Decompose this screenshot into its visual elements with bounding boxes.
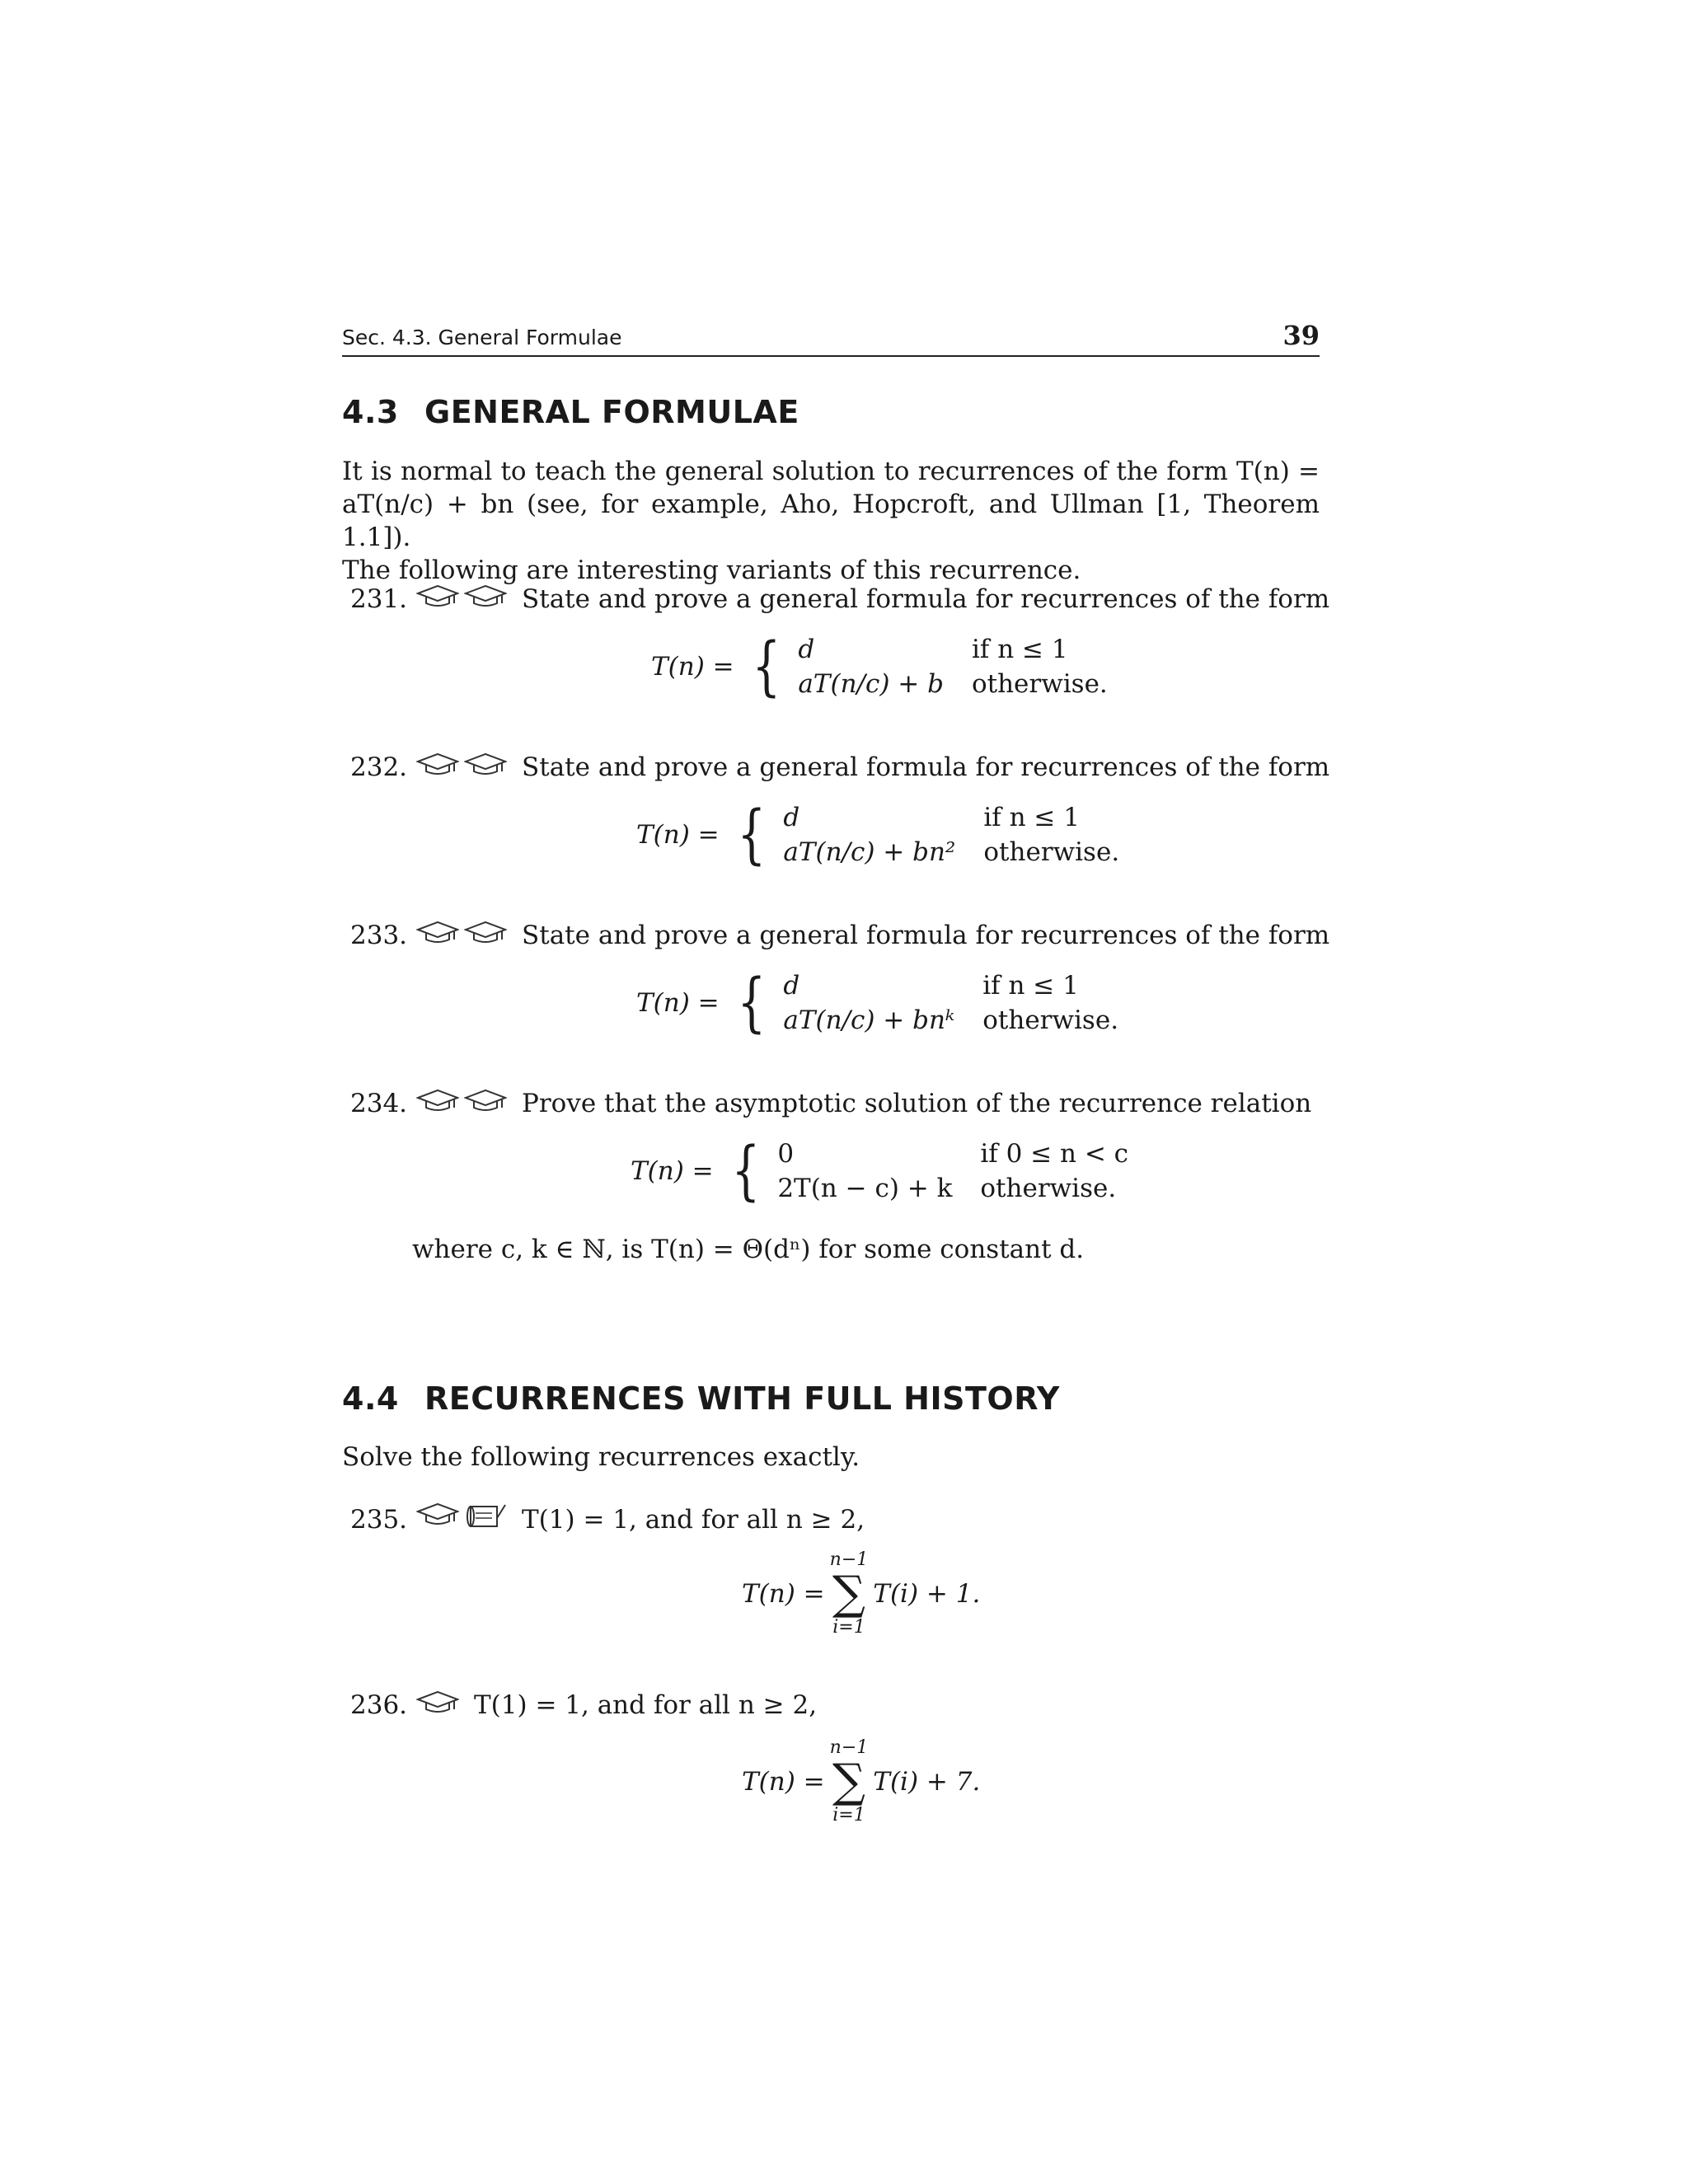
problem-text: State and prove a general formula for recurrences of the form — [522, 752, 1330, 782]
mortarboard-icon — [464, 583, 507, 615]
problem-number: 235. — [350, 1505, 408, 1535]
case-expression: aT(n/c) + bn² — [783, 837, 956, 867]
summand: T(i) + 7. — [873, 1767, 981, 1797]
recurrence-231 — [651, 630, 1108, 704]
recurrence-236 — [742, 1737, 980, 1826]
mortarboard-icon — [464, 1088, 507, 1119]
sum-lower-limit: i=1 — [832, 1617, 865, 1638]
sum-lower-limit: i=1 — [832, 1805, 865, 1825]
section-heading-4-4 — [342, 1380, 1060, 1417]
mortarboard-icon — [416, 1690, 459, 1721]
sigma-symbol: ∑ — [832, 1755, 865, 1808]
case-condition: if n ≤ 1 — [982, 971, 1079, 1001]
mortarboard-icon — [416, 583, 459, 615]
mortarboard-icon — [416, 1088, 459, 1119]
recurrence-lhs: T(n) = — [651, 652, 734, 682]
section-intro — [342, 455, 1320, 587]
intro-line: The following are interesting variants of this recurrence. — [342, 555, 1081, 585]
recurrence-lhs: T(n) = — [742, 1579, 825, 1609]
recurrence-lhs: T(n) = — [636, 820, 720, 850]
sum-upper-limit: n−1 — [829, 1737, 869, 1758]
scroll-icon — [464, 1502, 507, 1538]
summation — [830, 1549, 869, 1638]
section-title: RECURRENCES WITH FULL HISTORY — [424, 1380, 1060, 1417]
problem-231 — [350, 583, 1329, 615]
sum-upper-limit: n−1 — [829, 1549, 869, 1570]
case-condition: otherwise. — [982, 1005, 1119, 1035]
problem-236 — [350, 1690, 817, 1721]
recurrence-235 — [742, 1549, 980, 1638]
recurrence-lhs: T(n) = — [742, 1767, 825, 1797]
problem-text: State and prove a general formula for recurrences of the form — [522, 921, 1330, 950]
problem-text: T(1) = 1, and for all n ≥ 2, — [522, 1505, 865, 1535]
left-brace: { — [737, 966, 766, 1040]
left-brace: { — [731, 1134, 760, 1208]
problem-234 — [350, 1088, 1311, 1119]
recurrence-lhs: T(n) = — [631, 1156, 714, 1186]
case-expression: 2T(n − c) + k — [777, 1174, 953, 1203]
problem-number: 232. — [350, 752, 408, 782]
problem-text: Prove that the asymptotic solution of the recurrence relation — [522, 1089, 1312, 1118]
case-expression: d — [798, 635, 815, 664]
section-intro: Solve the following recurrences exactly. — [342, 1442, 860, 1472]
left-brace: { — [737, 798, 766, 872]
mortarboard-icon — [416, 1502, 459, 1538]
section-number: 4.4 — [342, 1380, 399, 1417]
problem-number: 233. — [350, 921, 408, 950]
problem-number: 236. — [350, 1690, 408, 1720]
intro-line: aT(n/c) + bn (see, for example, Aho, Hopcroft, and Ullman [1, Theorem 1.1]). — [342, 490, 1320, 552]
left-brace: { — [752, 630, 781, 704]
case-expression: 0 — [777, 1139, 795, 1169]
case-expression: d — [783, 971, 800, 1001]
problem-number: 231. — [350, 584, 408, 614]
running-header-section: Sec. 4.3. General Formulae — [342, 326, 622, 349]
recurrence-233 — [636, 966, 1119, 1040]
case-condition: otherwise. — [971, 669, 1108, 699]
problem-234-where-clause: where c, k ∈ ℕ, is T(n) = Θ(dⁿ) for some constant d. — [412, 1235, 1085, 1264]
summation — [830, 1737, 869, 1826]
mortarboard-icon — [416, 920, 459, 951]
problem-text: State and prove a general formula for recurrences of the form — [522, 584, 1330, 614]
case-expression: d — [783, 803, 800, 832]
problem-number: 234. — [350, 1089, 408, 1118]
section-heading-4-3 — [342, 394, 799, 430]
problem-text: T(1) = 1, and for all n ≥ 2, — [474, 1690, 818, 1720]
problem-232 — [350, 752, 1329, 783]
case-expression: aT(n/c) + bnᵏ — [783, 1005, 955, 1035]
summand: T(i) + 1. — [873, 1579, 981, 1609]
case-expression: aT(n/c) + b — [798, 669, 944, 699]
recurrence-232 — [636, 798, 1120, 872]
case-condition: if n ≤ 1 — [983, 803, 1080, 832]
recurrence-lhs: T(n) = — [636, 988, 720, 1018]
case-condition: if n ≤ 1 — [971, 635, 1068, 664]
page-number: 39 — [1282, 320, 1320, 351]
intro-line: It is normal to teach the general solution to recurrences of the form T(n) = — [342, 457, 1320, 486]
header-rule — [342, 355, 1320, 357]
problem-235 — [350, 1502, 865, 1538]
case-condition: if 0 ≤ n < c — [980, 1139, 1129, 1169]
recurrence-234 — [631, 1134, 1129, 1208]
section-title: GENERAL FORMULAE — [424, 394, 799, 430]
mortarboard-icon — [416, 752, 459, 783]
section-number: 4.3 — [342, 394, 399, 430]
mortarboard-icon — [464, 920, 507, 951]
case-condition: otherwise. — [983, 837, 1120, 867]
sigma-symbol: ∑ — [832, 1567, 865, 1620]
problem-233 — [350, 920, 1329, 951]
mortarboard-icon — [464, 752, 507, 783]
case-condition: otherwise. — [980, 1174, 1117, 1203]
